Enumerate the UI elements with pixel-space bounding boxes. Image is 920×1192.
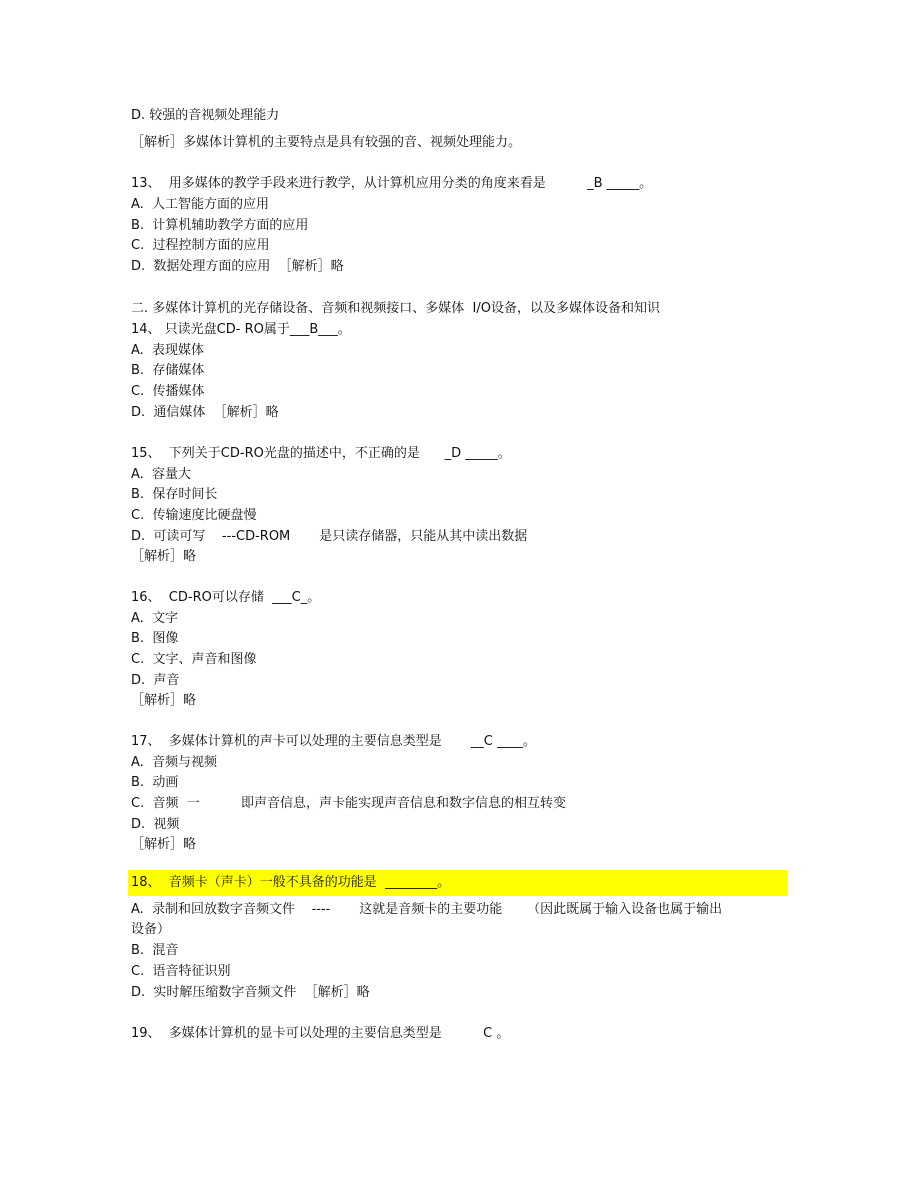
question-13: 13、 用多媒体的教学手段来进行教学，从计算机应用分类的角度来看是 _B _____。 [131,176,653,191]
option-a-q16: A. 文字 [131,611,179,626]
option-d-q13: D. 数据处理方面的应用 ［解析］略 [131,259,344,274]
question-19: 19、 多媒体计算机的显卡可以处理的主要信息类型是 C 。 [131,1026,510,1041]
option-d-q15: D. 可读可写 ---CD-ROM 是只读存储器，只能从其中读出数据 [131,529,528,544]
option-d-q17: D. 视频 [131,817,180,832]
option-a-q15: A. 容量大 [131,467,192,482]
analysis-q15: ［解析］略 [131,549,197,564]
option-c-q14: C. 传播媒体 [131,384,205,399]
option-b-q16: B. 图像 [131,631,179,646]
option-b-q17: B. 动画 [131,775,179,790]
question-18-highlighted: 18、 音频卡（声卡）一般不具备的功能是 ________。 [128,870,787,896]
analysis-q12: ［解析］多媒体计算机的主要特点是具有较强的音、视频处理能力。 [131,135,522,150]
option-c-q16: C. 文字、声音和图像 [131,652,257,667]
question-15: 15、 下列关于CD-RO光盘的描述中，不正确的是 _D _____。 [131,446,511,461]
analysis-q16: ［解析］略 [131,693,197,708]
option-b-q13: B. 计算机辅助教学方面的应用 [131,218,309,233]
option-d-q12: D. 较强的音视频处理能力 [131,108,280,123]
option-d-q16: D. 声音 [131,673,180,688]
option-c-q15: C. 传输速度比硬盘慢 [131,508,257,523]
option-a-q17: A. 音频与视频 [131,755,218,770]
option-a-q13: A. 人工智能方面的应用 [131,197,270,212]
option-b-q15: B. 保存时间长 [131,487,218,502]
option-c-q17: C. 音频 一 即声音信息，声卡能实现声音信息和数字信息的相互转变 [131,796,567,811]
option-b-q14: B. 存储媒体 [131,363,205,378]
analysis-q17: ［解析］略 [131,837,197,852]
option-a-q18: A. 录制和回放数字音频文件 ---- 这就是音频卡的主要功能 （因此既属于输入设备也属于输出 [131,902,723,917]
question-17: 17、 多媒体计算机的声卡可以处理的主要信息类型是 __C ____。 [131,734,536,749]
option-d-q14: D. 通信媒体 ［解析］略 [131,405,279,420]
option-c-q18: C. 语音特征识别 [131,964,231,979]
option-d-q18: D. 实时解压缩数字音频文件 ［解析］略 [131,985,370,1000]
option-a-q14: A. 表现媒体 [131,343,205,358]
section-heading-2: 二. 多媒体计算机的光存储设备、音频和视频接口、多媒体 I/O设备，以及多媒体设备和知识 [131,301,660,316]
option-c-q13: C. 过程控制方面的应用 [131,238,270,253]
question-16: 16、 CD-RO可以存储 ___C_。 [131,590,321,605]
option-b-q18: B. 混音 [131,943,179,958]
option-a-q18-continued: 设备） [131,922,171,937]
question-14: 14、 只读光盘CD- RO属于___B___。 [131,322,351,337]
